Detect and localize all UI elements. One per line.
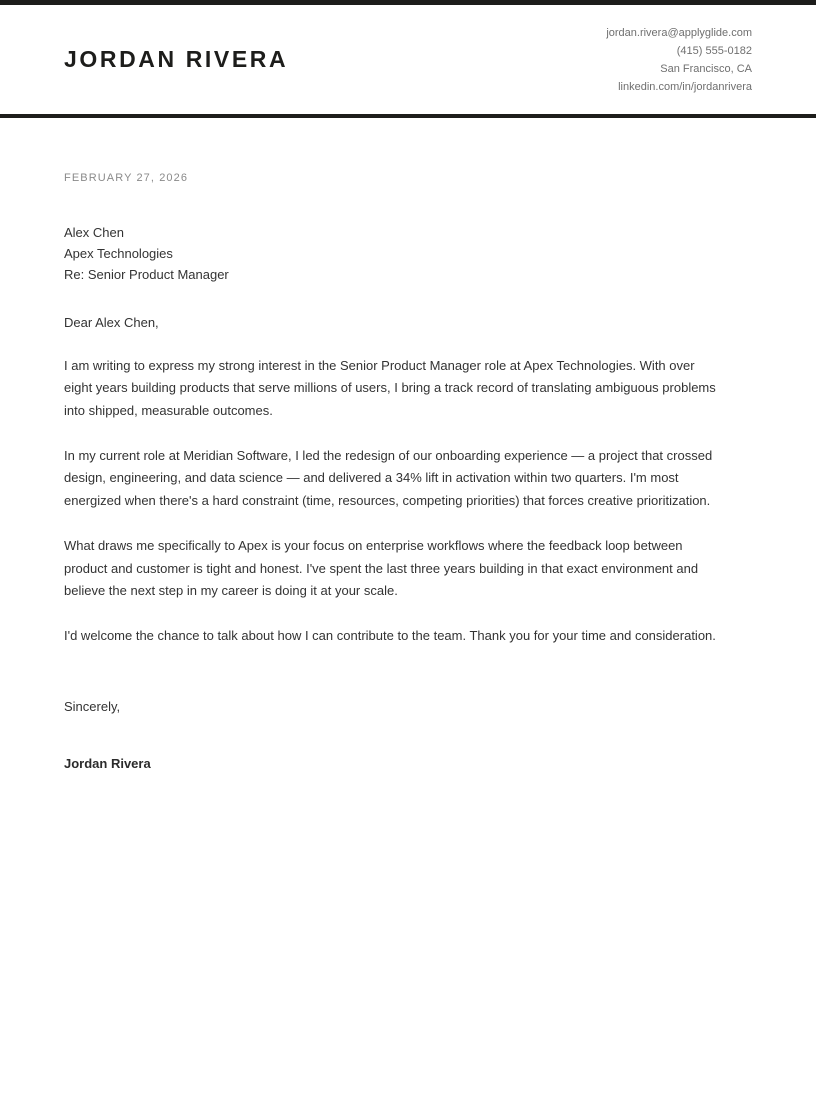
page-title: JORDAN RIVERA — [64, 45, 289, 72]
body-paragraph-4: I'd welcome the chance to talk about how I can contribute to the team. Thank you for your time and consideration. — [64, 627, 716, 643]
letterhead — [0, 0, 816, 118]
contact-phone: (415) 555-0182 — [676, 44, 752, 57]
closing-line: Sincerely, — [64, 698, 121, 714]
body-paragraph-3: What draws me specifically to Apex is your focus on enterprise workflows where the feedback loop between product and customer is tight and honest. I've spent the last three years building in that exact environment and believe the next step in my career is doing it at your scale. — [64, 537, 699, 599]
recipient-subject: Re: Senior Product Manager — [64, 267, 229, 283]
contact-email: jordan.rivera@applyglide.com — [606, 26, 752, 39]
recipient-company: Apex Technologies — [64, 246, 173, 262]
body-paragraph-1: I am writing to express my strong interest in the Senior Product Manager role at Apex Technologies. With over eight years building products that serve millions of users, I bring a track record of translating ambiguous problems into shipped, measurable outcomes. — [64, 357, 716, 419]
recipient-block — [64, 222, 716, 286]
contact-linkedin: linkedin.com/in/jordanrivera — [618, 80, 752, 93]
body-paragraph-2: In my current role at Meridian Software, I led the redesign of our onboarding experience — a project that crossed design, engineering, and data science — and delivered a 34% lift in activation within two quarters. I'm most energized when there's a hard constraint (time, resources, competing priorities) that forces creative prioritization. — [64, 447, 713, 509]
contact-block — [606, 24, 752, 96]
signature-name: Jordan Rivera — [64, 755, 151, 771]
contact-location: San Francisco, CA — [660, 62, 752, 75]
letter-date: FEBRUARY 27, 2026 — [64, 172, 189, 184]
letter-body — [0, 172, 816, 774]
salutation: Dear Alex Chen, — [64, 314, 159, 330]
recipient-name: Alex Chen — [64, 225, 124, 240]
